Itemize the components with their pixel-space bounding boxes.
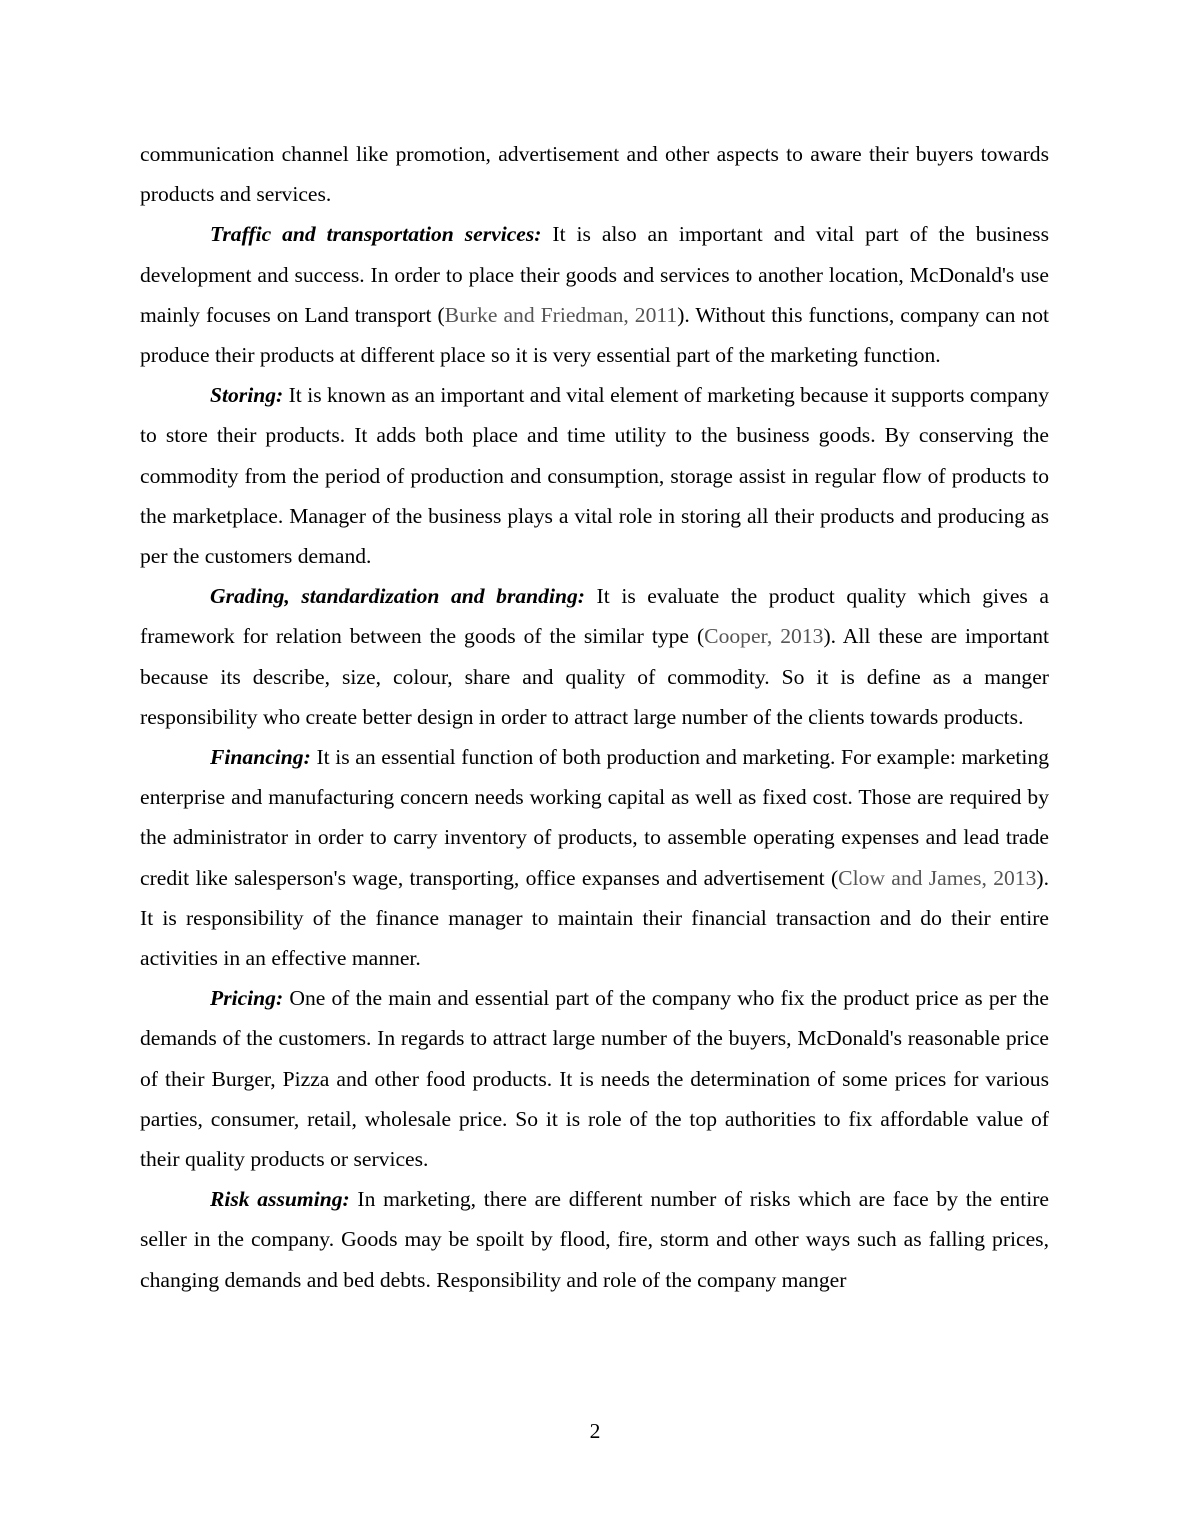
document-body — [140, 134, 1049, 1300]
paragraph-pricing — [140, 978, 1049, 1179]
paragraph-financing — [140, 737, 1049, 978]
paragraph-text: It is evaluate the product quality which gives a framework for relation between the goods of the similar type ( — [140, 584, 1049, 649]
citation: Clow and James, 2013 — [838, 865, 1037, 890]
page-number: 2 — [589, 1419, 601, 1443]
paragraph-grading — [140, 576, 1049, 737]
paragraph-heading: Grading, standardization and branding: — [210, 584, 585, 609]
paragraph-text-after: ). Without this functions, company can not produce their products at different place so it is very essential part of the marketing function. — [140, 302, 1049, 368]
paragraph-heading: Pricing: — [210, 986, 284, 1011]
paragraph-heading: Risk assuming: — [210, 1187, 350, 1212]
paragraph-heading: Financing: — [210, 745, 311, 770]
paragraph-heading: Storing: — [210, 383, 284, 408]
citation: Cooper, 2013 — [704, 624, 824, 649]
paragraph-text: It is known as an important and vital element of marketing because it supports company to store their products. It adds both place and time utility to the business goods. By conserving the commodity from the period of production and consumption, storage assist in regular flow of products to the marketplace. Manager of the business plays a vital role in storing all their products and producing as per the customers demand. — [140, 383, 1050, 569]
paragraph-text: It is an essential function of both production and marketing. For example: marketing enterprise and manufacturing concern needs working capital as well as fixed cost. Those are required by the administrator in order to carry inventory of products, to assemble operating expenses and lead trade credit like salesperson's wage, transporting, office expanses and advertisement ( — [140, 745, 1049, 890]
paragraph-text: In marketing, there are different number of risks which are face by the entire seller in the company. Goods may be spoilt by flood, fire, storm and other ways such as falling prices, changing demands and bed debts. Responsibility and role of the company manger — [140, 1187, 1049, 1292]
paragraph-heading: Traffic and transportation services: — [210, 222, 542, 247]
paragraph-text-after: ). All these are important because its describe, size, colour, share and quality of commodity. So it is define as a manger responsibility who create better design in order to attract large number of the clients towards products. — [140, 624, 1049, 729]
paragraph-traffic-transportation — [140, 214, 1049, 375]
paragraph-continuation — [140, 134, 1049, 214]
paragraph-text-after: ). It is responsibility of the finance manager to maintain their financial transaction and do their entire activities in an effective manner. — [140, 865, 1049, 971]
citation: Burke and Friedman, 2011 — [444, 302, 678, 327]
paragraph-storing — [140, 375, 1049, 576]
paragraph-text: One of the main and essential part of the company who fix the product price as per the demands of the customers. In regards to attract large number of the buyers, McDonald's reasonable price of their Burger, Pizza and other food products. It is needs the determination of some prices for various parties, consumer, retail, wholesale price. So it is role of the top authorities to fix affordable value of their quality products or services. — [140, 986, 1049, 1172]
paragraph-text: It is also an important and vital part of the business development and success. In order to place their goods and services to another location, McDonald's use mainly focuses on Land transport ( — [140, 222, 1049, 327]
paragraph-text: communication channel like promotion, advertisement and other aspects to aware their buyers towards products and services. — [140, 142, 1049, 207]
paragraph-risk-assuming — [140, 1179, 1049, 1300]
